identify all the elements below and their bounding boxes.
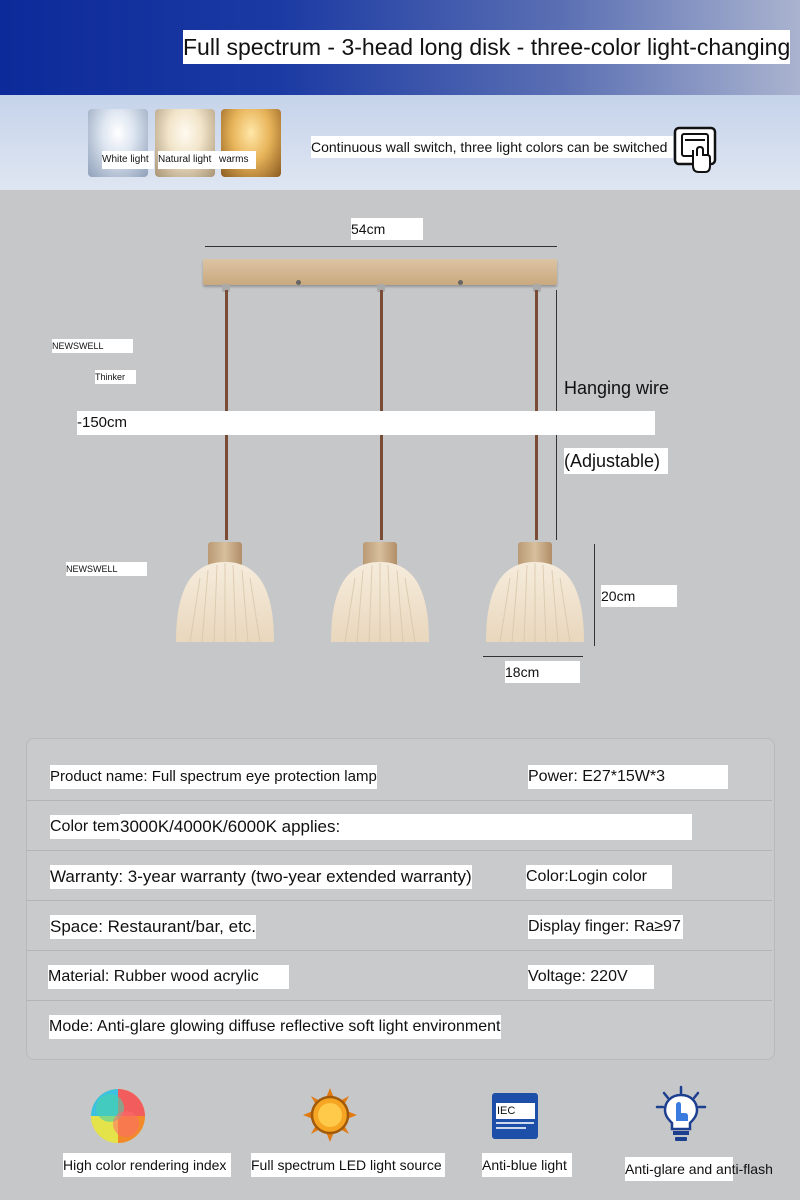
wall-switch-hand-icon: [673, 126, 719, 176]
spec-color-temp-prefix: Color tem: [50, 815, 130, 839]
lamp-shade-left: [176, 542, 274, 642]
ceiling-wood-bar: [203, 259, 557, 285]
row-divider: [27, 1000, 772, 1001]
feature-label-color-rendering: High color rendering index: [63, 1153, 231, 1177]
iec-line-icon: [496, 1122, 534, 1124]
row-divider: [27, 850, 772, 851]
screw-icon: [296, 280, 301, 285]
spec-color-temp: 3000K/4000K/6000K applies:: [120, 814, 692, 840]
shade-height-dimension-line: [594, 544, 595, 646]
width-dimension-line: [205, 246, 557, 247]
iec-line-icon: [496, 1127, 526, 1129]
spec-warranty: Warranty: 3-year warranty (two-year extended warranty): [50, 865, 472, 889]
feature-label-anti-blue: Anti-blue light: [482, 1153, 572, 1177]
shade-width-dimension-line: [483, 656, 583, 657]
row-divider: [27, 900, 772, 901]
natural-light-caption: Natural light: [158, 151, 256, 169]
switch-description: Continuous wall switch, three light colors can be switched: [311, 136, 673, 158]
screw-icon: [458, 280, 463, 285]
lamp-shade-center: [331, 542, 429, 642]
spec-mode: Mode: Anti-glare glowing diffuse reflective soft light environment: [49, 1015, 501, 1039]
brand-label: NEWSWELL: [66, 562, 147, 576]
page-title: Full spectrum - 3-head long disk - three-color light-changing: [183, 30, 790, 64]
color-wheel-icon: [90, 1088, 146, 1144]
feature-label-anti-glare: Anti-glare and anti-flash: [625, 1157, 733, 1181]
shade-width-label: 18cm: [505, 661, 580, 683]
sun-icon: [303, 1088, 357, 1142]
bulb-hand-icon: [654, 1085, 708, 1143]
adjustable-label: (Adjustable): [564, 448, 668, 474]
iec-certificate-icon: [492, 1093, 538, 1139]
spec-color: Color:Login color: [526, 865, 672, 889]
spec-display-finger: Display finger: Ra≥97: [528, 915, 683, 939]
spec-material: Material: Rubber wood acrylic: [48, 965, 289, 989]
feature-label-full-spectrum: Full spectrum LED light source: [251, 1153, 445, 1177]
iec-text: IEC: [496, 1103, 535, 1119]
lamp-shade-right: [486, 542, 584, 642]
brand-label: NEWSWELL: [52, 339, 133, 353]
pendant-lamps: [170, 538, 610, 653]
warm-light-caption: warms: [219, 154, 249, 165]
spec-voltage: Voltage: 220V: [528, 965, 654, 989]
brand-label: Thinker: [95, 370, 136, 384]
width-label: 54cm: [351, 218, 423, 240]
spec-product-name: Product name: Full spectrum eye protection lamp: [50, 765, 377, 789]
row-divider: [27, 950, 772, 951]
row-divider: [27, 800, 772, 801]
spec-space: Space: Restaurant/bar, etc.: [50, 915, 256, 939]
shade-height-label: 20cm: [601, 585, 677, 607]
hanging-wire-label: Hanging wire: [564, 378, 670, 398]
wire-length-label: -150cm: [77, 411, 655, 435]
white-light-caption: White light: [102, 151, 154, 169]
spec-power: Power: E27*15W*3: [528, 765, 728, 789]
